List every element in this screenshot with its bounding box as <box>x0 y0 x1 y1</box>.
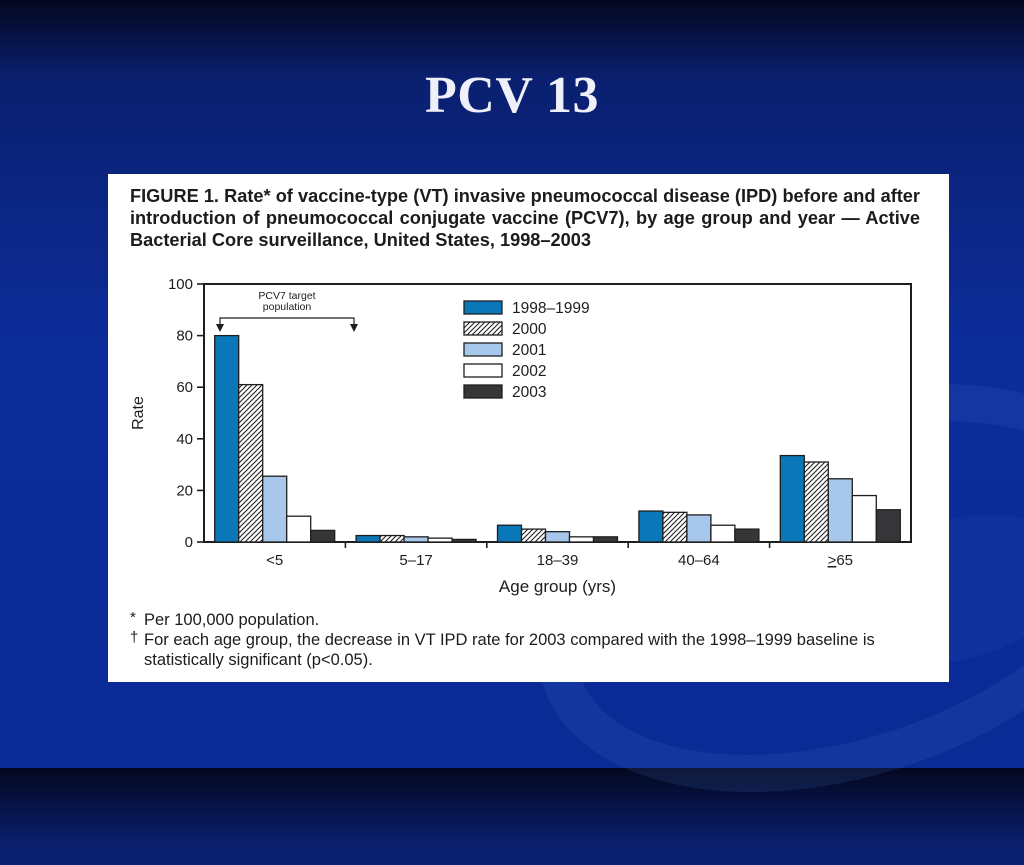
slide-title: PCV 13 <box>425 67 599 124</box>
y-tick-label: 60 <box>176 379 193 397</box>
footnote-2-mark: † <box>130 629 139 646</box>
bar-2-series-5 <box>452 539 476 542</box>
bar-1-series-3 <box>263 476 287 542</box>
legend-label-5: 2003 <box>512 384 547 401</box>
bar-1-series-2 <box>239 385 263 542</box>
x-tick-label: >65 <box>827 552 854 569</box>
bar-4-series-1 <box>639 511 663 542</box>
bar-3-series-1 <box>498 525 522 542</box>
bar-2-series-2 <box>380 536 404 542</box>
y-tick-label: 20 <box>176 482 193 500</box>
figure-caption: FIGURE 1. Rate* of vaccine-type (VT) invasive pneumococcal disease (IPD) before and after introduction of pneumococcal conjugate vaccine (PCV7), by age group and year — Active Bacterial Core surveillance, United States, 1998–2003 <box>130 186 920 250</box>
bar-3-series-2 <box>522 529 546 542</box>
footnotes <box>130 610 920 670</box>
legend-swatch-1 <box>464 301 502 314</box>
y-tick-label: 0 <box>184 534 193 551</box>
bar-2-series-4 <box>428 538 452 542</box>
legend-label-3: 2001 <box>512 342 547 359</box>
footnote-2-text: For each age group, the decrease in VT IPD rate for 2003 compared with the 1998–1999 baseline is statistically significant (p<0.05). <box>144 631 875 669</box>
footnote-1 <box>130 610 920 630</box>
x-tick-label: 40–64 <box>678 552 720 569</box>
bar-1-series-4 <box>287 516 311 542</box>
legend-label-2: 2000 <box>512 321 547 338</box>
legend-swatch-5 <box>464 385 502 398</box>
bar-1-series-1 <box>215 336 239 542</box>
footnote-2 <box>130 630 920 670</box>
footnote-1-mark: * <box>130 609 136 626</box>
bar-5-series-1 <box>780 456 804 542</box>
bar-1-series-5 <box>311 530 335 542</box>
bar-5-series-4 <box>852 496 876 542</box>
bar-5-series-3 <box>828 479 852 542</box>
annotation-arrow-right <box>350 324 358 332</box>
x-tick-label: 18–39 <box>536 552 579 569</box>
legend-swatch-3 <box>464 343 502 356</box>
annotation-line-2: population <box>262 301 312 313</box>
bar-4-series-2 <box>663 512 687 542</box>
bar-3-series-4 <box>570 537 594 542</box>
bar-5-series-2 <box>804 462 828 542</box>
bar-3-series-5 <box>594 537 618 542</box>
bar-2-series-1 <box>356 536 380 542</box>
y-tick-label: 100 <box>167 276 193 293</box>
x-tick-label: <5 <box>266 552 284 569</box>
annotation-line-1: PCV7 target <box>258 290 316 302</box>
bar-4-series-4 <box>711 525 735 542</box>
bar-5-series-5 <box>876 510 900 542</box>
bar-3-series-3 <box>546 532 570 542</box>
annotation-bracket <box>220 318 354 328</box>
bar-4-series-3 <box>687 515 711 542</box>
bar-chart <box>108 174 949 682</box>
footnote-1-text: Per 100,000 population. <box>144 611 320 629</box>
legend-label-1: 1998–1999 <box>512 300 590 317</box>
annotation-arrow-left <box>216 324 224 332</box>
legend-label-4: 2002 <box>512 363 547 380</box>
y-tick-label: 40 <box>176 430 193 448</box>
figure-panel <box>108 174 949 682</box>
x-tick-label: 5–17 <box>399 552 433 569</box>
y-tick-label: 80 <box>176 327 193 345</box>
legend-swatch-4 <box>464 364 502 377</box>
legend-swatch-2 <box>464 322 502 335</box>
bar-2-series-3 <box>404 537 428 542</box>
y-axis-label: Rate <box>130 396 147 430</box>
bar-4-series-5 <box>735 529 759 542</box>
x-axis-label: Age group (yrs) <box>498 577 617 596</box>
